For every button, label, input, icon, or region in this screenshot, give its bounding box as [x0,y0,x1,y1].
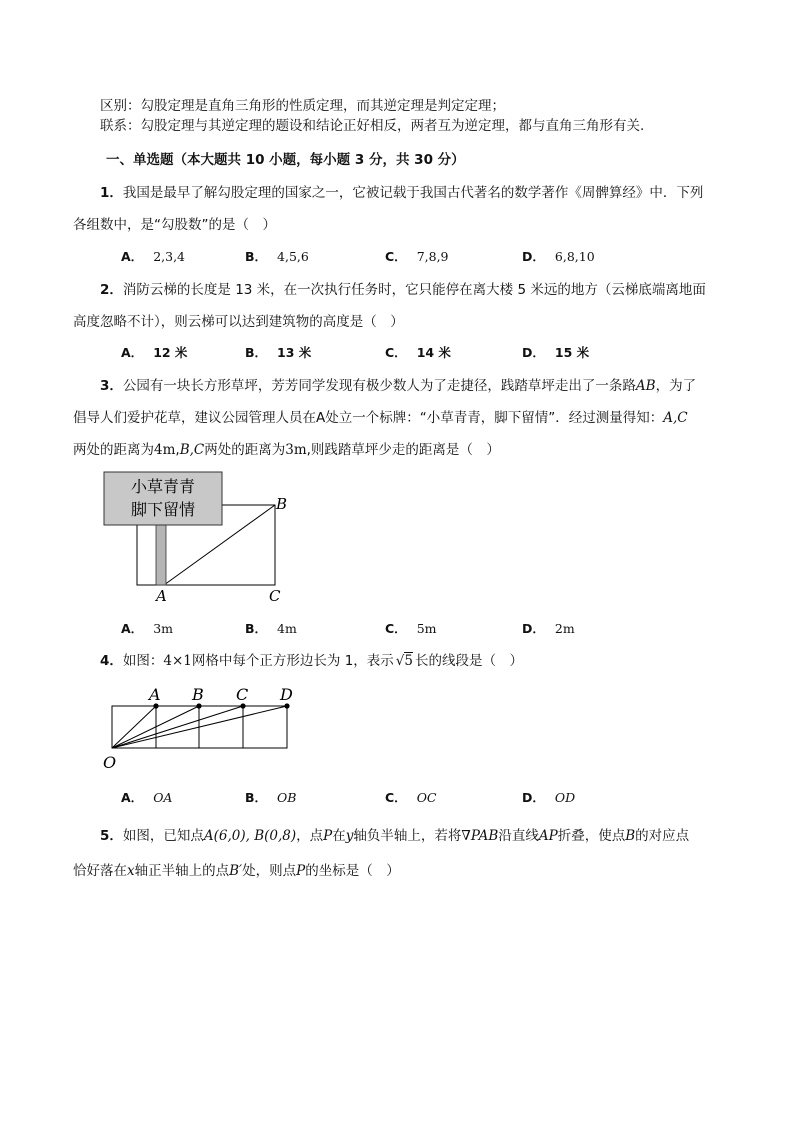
q5-stem-8: 恰好落在 [73,863,127,879]
option-value: 6,8,10 [554,249,595,264]
q3-number: 3． [100,378,123,394]
q5-stem-6: 折叠，使点 [557,828,626,844]
option-value: 3m [153,621,173,636]
dot-b [196,703,201,708]
option-value: OB [277,790,297,805]
q5-stem-7: 的对应点 [635,828,690,844]
option-label: D． [522,249,545,264]
q3-stem-a2: ，为了 [655,378,697,394]
option-value: OA [153,790,173,805]
option-label: C． [385,345,407,360]
q4-point-d: D [280,685,293,704]
q3-stem-c3: 两处的距离为 [204,442,286,458]
q5-math-y: y [345,828,354,844]
option-value: 5m [416,621,437,636]
option-value: 12 米 [153,345,188,360]
dot-c [240,703,245,708]
q2-text-line2: 高度忽略不计），则云梯可以达到建筑物的高度是（ ） [73,314,404,330]
q1-text-line2: 各组数中，是“勾股数”的是（ ） [73,217,276,233]
q4-stem-2: 网格中每个正方形边长为 1，表示 [191,653,394,669]
q5-stem-4: 轴负半轴上，若将 [353,828,462,844]
q3-math-ab: AB [635,378,656,394]
q3-math-4m: 4m [154,442,176,458]
link-text: 勾股定理与其逆定理的题设和结论正好相反，两者互为逆定理，都与直角三角形有关. [140,118,645,134]
q3-math-3m: 3m [285,442,307,458]
q5-text-line1 [100,826,689,846]
q5-stem-9: 轴正半轴上的点 [134,863,230,879]
option-label: A． [121,621,144,636]
q5-math-points: A(6,0), B(0,8) [203,828,297,844]
dot-d [284,703,289,708]
option-value: 2,3,4 [153,249,185,264]
q3-stem-a1: 公园有一块长方形草坪，芳芳同学发现有极少数人为了走捷径，践踏草坪走出了一条路 [122,378,636,394]
q4-math-grid: 4×1 [163,653,192,669]
q5-math-p2: P [296,863,306,879]
q3-math-bc: B,C [179,442,205,458]
q5-stem-5: 沿直线 [498,828,539,844]
option-value: 7,8,9 [416,249,449,264]
q3-stem-c1: 两处的距离为 [73,442,154,458]
segment-oc [112,706,243,748]
option-label: D． [522,345,545,360]
q5-stem-1: 如图，已知点 [122,828,204,844]
q5-math-triangle: ∇PAB [461,828,499,844]
option-label: B． [245,249,268,264]
diff-text: 勾股定理是直角三角形的性质定理，而其逆定理是判定定理； [140,98,505,114]
q2-number: 2． [100,282,123,298]
option-value: OC [416,790,437,805]
option-label: C． [385,249,407,264]
q5-stem-11: 的坐标是（ ） [305,863,400,879]
sqrt-sign: √ [395,653,405,669]
q4-option-a[interactable] [121,789,172,807]
option-value: 14 米 [416,345,451,360]
option-label: A． [121,790,144,805]
q2-stem-a: 消防云梯的长度是 13 米，在一次执行任务时，它只能停在离大楼 5 米远的地方（云梯底端离地面 [122,282,706,298]
q3-math-ac: A,C [663,410,688,426]
section-title: 一、单选题（本大题共 10 小题，每小题 3 分，共 30 分） [106,152,465,168]
q4-point-b: B [192,685,204,704]
diff-label: 区别： [100,98,141,114]
option-label: B． [245,621,268,636]
q4-point-a: A [149,685,161,704]
q5-stem-3: 在 [332,828,346,844]
option-value: 2m [554,621,575,636]
option-value: 13 米 [277,345,312,360]
option-label: D． [522,790,545,805]
q4-stem-3: 长的线段是（ ） [415,653,523,669]
q4-number: 4． [100,653,123,669]
q5-math-b: B [625,828,636,844]
sign-text-2: 脚下留情 [130,500,196,519]
q5-math-ap: AP [538,828,558,844]
option-label: A． [121,345,144,360]
q5-number: 5． [100,828,123,844]
link-label: 联系： [100,118,141,134]
option-label: B． [245,345,268,360]
q3-point-a: A [156,587,167,605]
option-value: 15 米 [554,345,590,360]
q3-stem-c2: , [175,442,180,458]
q4-option-b[interactable] [245,789,296,807]
q5-math-p: P [323,828,333,844]
q4-option-d[interactable] [522,789,575,807]
q3-point-c: C [269,587,281,605]
q3-stem-b1: 倡导人们爱护花草，建议公园管理人员在A处立一个标牌：“小草青青，脚下留情”．经过测量得知： [73,410,664,426]
q4-stem-1: 如图： [122,653,164,669]
q4-sqrt-radicand: 5 [404,653,413,669]
dot-a [153,703,158,708]
q3-stem-c4: ,则践踏草坪少走的距离是（ ） [306,442,500,458]
q5-math-x: x [127,863,135,879]
option-label: C． [385,621,407,636]
q3-point-b: B [276,495,288,513]
option-label: C． [385,790,407,805]
option-value: 4,5,6 [277,249,309,264]
option-label: D． [522,621,545,636]
option-value: 4m [277,621,297,636]
q4-point-c: C [236,685,249,704]
sign-text-1: 小草青青 [130,477,196,496]
segment-oa [112,706,156,748]
q5-math-b-prime: B′ [229,863,243,879]
q4-point-o: O [103,753,117,772]
option-value: OD [554,790,576,805]
q5-text-line2 [73,861,400,881]
q1-number: 1． [100,185,123,201]
q5-stem-10: 处，则点 [242,863,297,879]
option-label: A． [121,249,144,264]
q1-stem-a: 我国是最早了解勾股定理的国家之一，它被记载于我国古代著名的数学著作《周髀算经》中．下列 [122,185,704,201]
q5-stem-2: ，点 [296,828,324,844]
q4-option-c[interactable] [385,789,437,807]
option-label: B． [245,790,268,805]
